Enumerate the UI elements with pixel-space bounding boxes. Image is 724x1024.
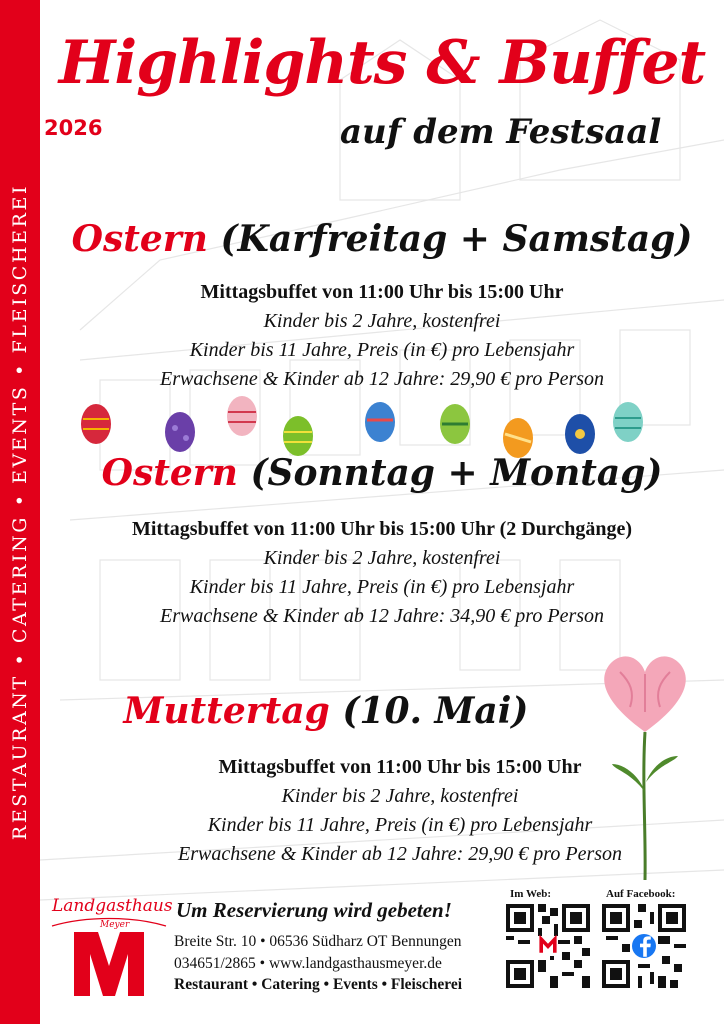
services-line: Restaurant • Catering • Events • Fleischerei [174, 976, 463, 993]
logo-name: Landgasthaus [52, 896, 173, 916]
section-heading-black: (Karfreitag + Samstag) [220, 218, 693, 260]
section-heading-red: Ostern [101, 452, 238, 494]
section-heading-mothers-day [46, 690, 606, 732]
price-adults: Erwachsene & Kinder ab 12 Jahre: 29,90 € pro Person [159, 368, 605, 390]
price-children: Kinder bis 11 Jahre, Preis (in €) pro Lebensjahr [189, 576, 575, 598]
reservation-note: Um Reservierung wird gebeten! [176, 898, 452, 922]
price-infants: Kinder bis 2 Jahre, kostenfrei [263, 310, 501, 332]
section-heading-red: Muttertag [123, 690, 330, 732]
easter-egg-icon [283, 416, 313, 456]
section-heading-black: (Sonntag + Montag) [250, 452, 663, 494]
price-children: Kinder bis 11 Jahre, Preis (in €) pro Lebensjahr [189, 339, 575, 361]
section-heading-black: (10. Mai) [342, 690, 529, 732]
easter-egg-icon [565, 414, 595, 454]
side-band [0, 0, 40, 1024]
logo-subname: Meyer [100, 920, 130, 930]
price-infants: Kinder bis 2 Jahre, kostenfrei [281, 785, 519, 807]
price-infants: Kinder bis 2 Jahre, kostenfrei [263, 547, 501, 569]
price-adults: Erwachsene & Kinder ab 12 Jahre: 29,90 € pro Person [177, 843, 623, 865]
buffet-time: Mittagsbuffet von 11:00 Uhr bis 15:00 Uhr [200, 281, 564, 303]
buffet-time: Mittagsbuffet von 11:00 Uhr bis 15:00 Uhr [218, 756, 582, 778]
easter-egg-icon [227, 396, 257, 436]
section-details-easter-fri-sat [46, 278, 718, 394]
buffet-time: Mittagsbuffet von 11:00 Uhr bis 15:00 Uhr (2 Durchgänge) [131, 518, 632, 540]
price-adults: Erwachsene & Kinder ab 12 Jahre: 34,90 € pro Person [159, 605, 605, 627]
section-heading-red: Ostern [71, 218, 208, 260]
contact-line: 034651/2865 • www.landgasthausmeyer.de [174, 955, 442, 972]
page-subtitle: auf dem Festsaal [340, 112, 662, 152]
qr-web-label: Im Web: [510, 888, 552, 900]
qr-code-facebook[interactable] [602, 904, 686, 988]
easter-egg-icon [81, 404, 111, 444]
price-children: Kinder bis 11 Jahre, Preis (in €) pro Lebensjahr [207, 814, 593, 836]
easter-egg-icon [165, 412, 195, 452]
rose-heart-icon [590, 652, 700, 882]
easter-egg-icon [440, 404, 470, 444]
qr-code-web[interactable] [506, 904, 590, 988]
year-label: 2026 [44, 116, 103, 140]
section-heading-easter-sun-mon [46, 452, 718, 494]
easter-egg-icon [613, 402, 643, 442]
section-heading-easter-fri-sat [46, 218, 718, 260]
section-details-easter-sun-mon [46, 515, 718, 631]
address-line: Breite Str. 10 • 06536 Südharz OT Bennungen [174, 933, 462, 950]
qr-facebook-label: Auf Facebook: [606, 888, 676, 900]
page-title: Highlights & Buffet [58, 28, 706, 98]
easter-egg-icon [365, 402, 395, 442]
side-band-text: RESTAURANT • CATERING • EVENTS • FLEISCHEREI [9, 183, 31, 841]
